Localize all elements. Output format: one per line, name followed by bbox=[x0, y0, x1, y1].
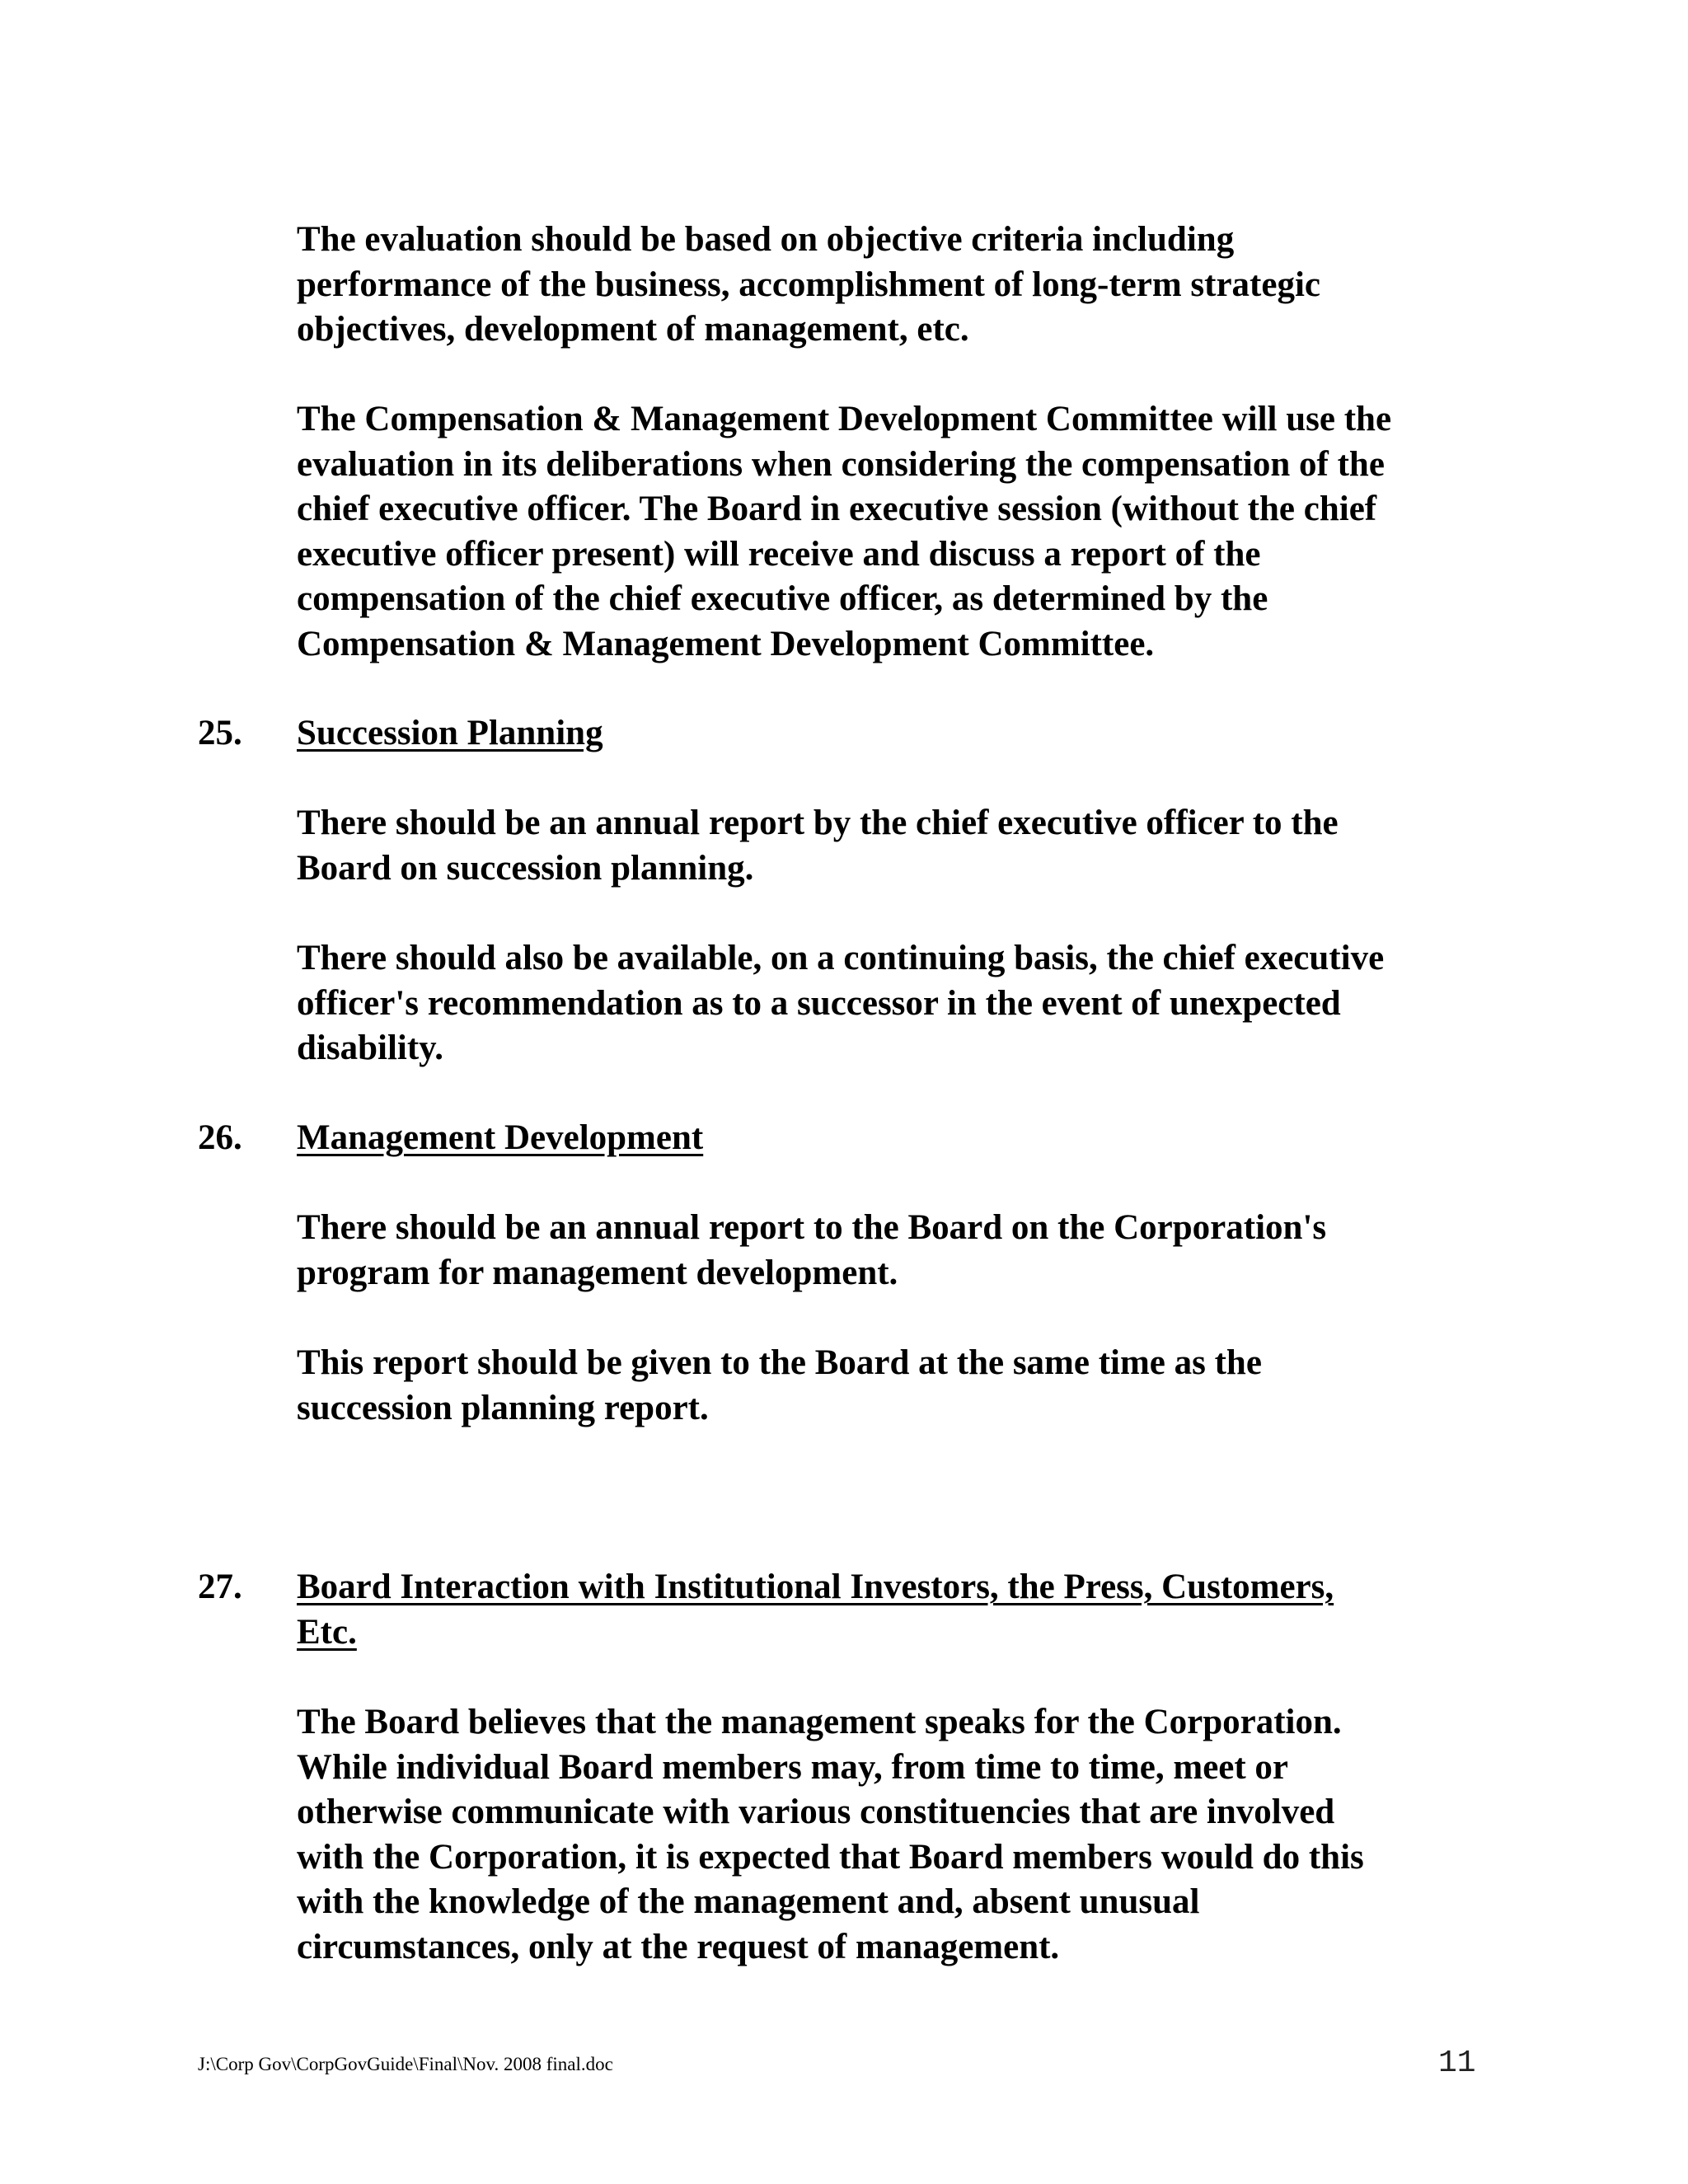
section-title: Succession Planning bbox=[297, 714, 603, 752]
section-paragraph bbox=[297, 1341, 1517, 1431]
text-line: While individual Board members may, from time to time, meet or bbox=[297, 1747, 1289, 1787]
text-line: circumstances, only at the request of management. bbox=[297, 1927, 1060, 1966]
text-line: disability. bbox=[297, 1029, 444, 1067]
intro-paragraph-1 bbox=[297, 218, 1517, 353]
text-line: The Board believes that the management speaks for the Corporation. bbox=[297, 1703, 1342, 1741]
section-title: Board Interaction with Institutional Investors, the Press, Customers, bbox=[297, 1568, 1334, 1606]
section-title: Management Development bbox=[297, 1118, 704, 1157]
text-line: chief executive officer. The Board in executive session (without the chief bbox=[297, 490, 1377, 528]
section-paragraph bbox=[297, 1206, 1517, 1296]
text-line: Compensation & Management Development Committee. bbox=[297, 624, 1155, 663]
text-line: There should also be available, on a continuing basis, the chief executive bbox=[297, 939, 1385, 977]
text-line: evaluation in its deliberations when considering the compensation of the bbox=[297, 444, 1385, 484]
section-number: 25. bbox=[198, 714, 242, 752]
section-paragraph bbox=[297, 1700, 1517, 1970]
section-title: Etc. bbox=[297, 1613, 357, 1652]
text-line: The Compensation & Management Development Committee will use the bbox=[297, 400, 1392, 438]
section-paragraph bbox=[297, 801, 1517, 891]
text-line: with the knowledge of the management and, absent unusual bbox=[297, 1882, 1200, 1921]
text-line: with the Corporation, it is expected that Board members would do this bbox=[297, 1837, 1364, 1877]
text-line: The evaluation should be based on objective criteria including bbox=[297, 220, 1235, 259]
section-paragraph bbox=[297, 936, 1517, 1071]
text-line: performance of the business, accomplishment of long-term strategic bbox=[297, 265, 1320, 304]
text-line: compensation of the chief executive officer, as determined by the bbox=[297, 579, 1268, 618]
section-number: 26. bbox=[198, 1118, 242, 1157]
text-line: officer's recommendation as to a successor in the event of unexpected bbox=[297, 983, 1341, 1023]
page-number: 11 bbox=[1438, 2046, 1476, 2081]
section-number: 27. bbox=[198, 1568, 242, 1606]
text-line: There should be an annual report to the Board on the Corporation's bbox=[297, 1208, 1327, 1247]
text-line: executive officer present) will receive and discuss a report of the bbox=[297, 534, 1261, 574]
intro-paragraph-2 bbox=[297, 397, 1517, 667]
text-line: Board on succession planning. bbox=[297, 848, 754, 888]
text-line: program for management development. bbox=[297, 1253, 898, 1292]
footer-file-path: J:\Corp Gov\CorpGovGuide\Final\Nov. 2008 final.doc bbox=[198, 2054, 613, 2074]
text-line: There should be an annual report by the chief executive officer to the bbox=[297, 804, 1339, 842]
text-line: This report should be given to the Board at the same time as the bbox=[297, 1343, 1262, 1382]
text-line: succession planning report. bbox=[297, 1388, 709, 1427]
text-line: otherwise communicate with various constituencies that are involved bbox=[297, 1793, 1335, 1831]
text-line: objectives, development of management, etc. bbox=[297, 310, 969, 349]
